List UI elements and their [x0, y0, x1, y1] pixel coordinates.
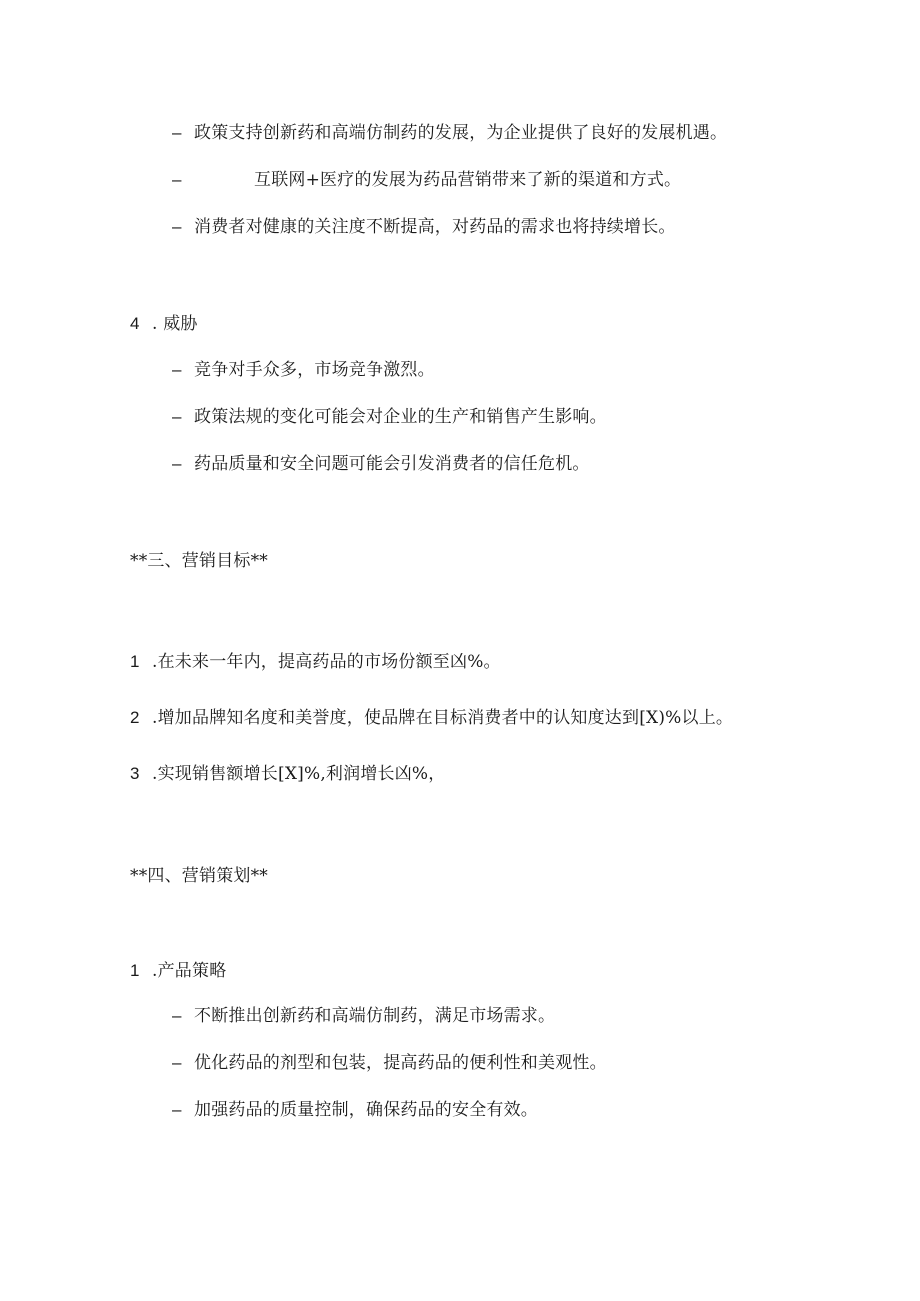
opportunity-item-3: [172, 215, 676, 239]
product-item-2: [172, 1051, 607, 1075]
product-item-3: [172, 1098, 538, 1122]
opportunity-item-1: [172, 121, 727, 145]
bullet-dash: –: [172, 454, 182, 473]
bullet-dash: –: [172, 407, 182, 426]
goal-number: 2: [130, 708, 140, 727]
threat-text: 政策法规的变化可能会对企业的生产和销售产生影响。: [194, 407, 607, 427]
bullet-dash: –: [172, 123, 182, 142]
opportunity-text: 互联网+医疗的发展为药品营销带来了新的渠道和方式。: [254, 170, 682, 190]
goal-text: .增加品牌知名度和美誉度，使品牌在目标消费者中的认知度达到[X)%以上。: [152, 708, 734, 728]
product-text: 不断推出创新药和高端仿制药，满足市场需求。: [194, 1006, 556, 1026]
threat-text: 药品质量和安全问题可能会引发消费者的信任危机。: [194, 454, 590, 474]
bullet-dash: –: [172, 170, 182, 189]
product-strategy-heading: [130, 959, 226, 983]
bullet-dash: –: [172, 1100, 182, 1119]
goal-text: .实现销售额增长[X]%,利润增长凶%，: [152, 764, 446, 784]
threat-text: 竞争对手众多，市场竞争激烈。: [194, 360, 435, 380]
product-text: 优化药品的剂型和包装，提高药品的便利性和美观性。: [194, 1053, 607, 1073]
goal-item-3: [130, 762, 445, 786]
product-text: 加强药品的质量控制，确保药品的安全有效。: [194, 1100, 538, 1120]
section-number: 1: [130, 961, 140, 980]
bullet-dash: –: [172, 217, 182, 236]
goal-item-2: [130, 706, 733, 730]
goal-item-1: [130, 650, 501, 674]
product-item-1: [172, 1004, 555, 1028]
opportunity-text: 政策支持创新药和高端仿制药的发展，为企业提供了良好的发展机遇。: [194, 123, 728, 143]
threat-item-1: [172, 358, 435, 382]
threats-heading: [130, 312, 198, 336]
section-number: 4: [130, 314, 140, 333]
bullet-dash: –: [172, 1006, 182, 1025]
threat-item-2: [172, 405, 607, 429]
goal-number: 1: [130, 652, 140, 671]
threats-heading-text: . 威胁: [152, 314, 198, 334]
opportunity-item-2: [172, 168, 681, 192]
bullet-dash: –: [172, 360, 182, 379]
marketing-goals-heading: **三、营销目标**: [130, 551, 268, 571]
opportunity-text: 消费者对健康的关注度不断提高，对药品的需求也将持续增长。: [194, 217, 676, 237]
threat-item-3: [172, 452, 590, 476]
product-strategy-heading-text: .产品策略: [152, 961, 227, 981]
goal-text: .在未来一年内，提高药品的市场份额至凶%。: [152, 652, 501, 672]
bullet-dash: –: [172, 1053, 182, 1072]
goal-number: 3: [130, 764, 140, 783]
marketing-plan-heading: **四、营销策划**: [130, 866, 268, 886]
